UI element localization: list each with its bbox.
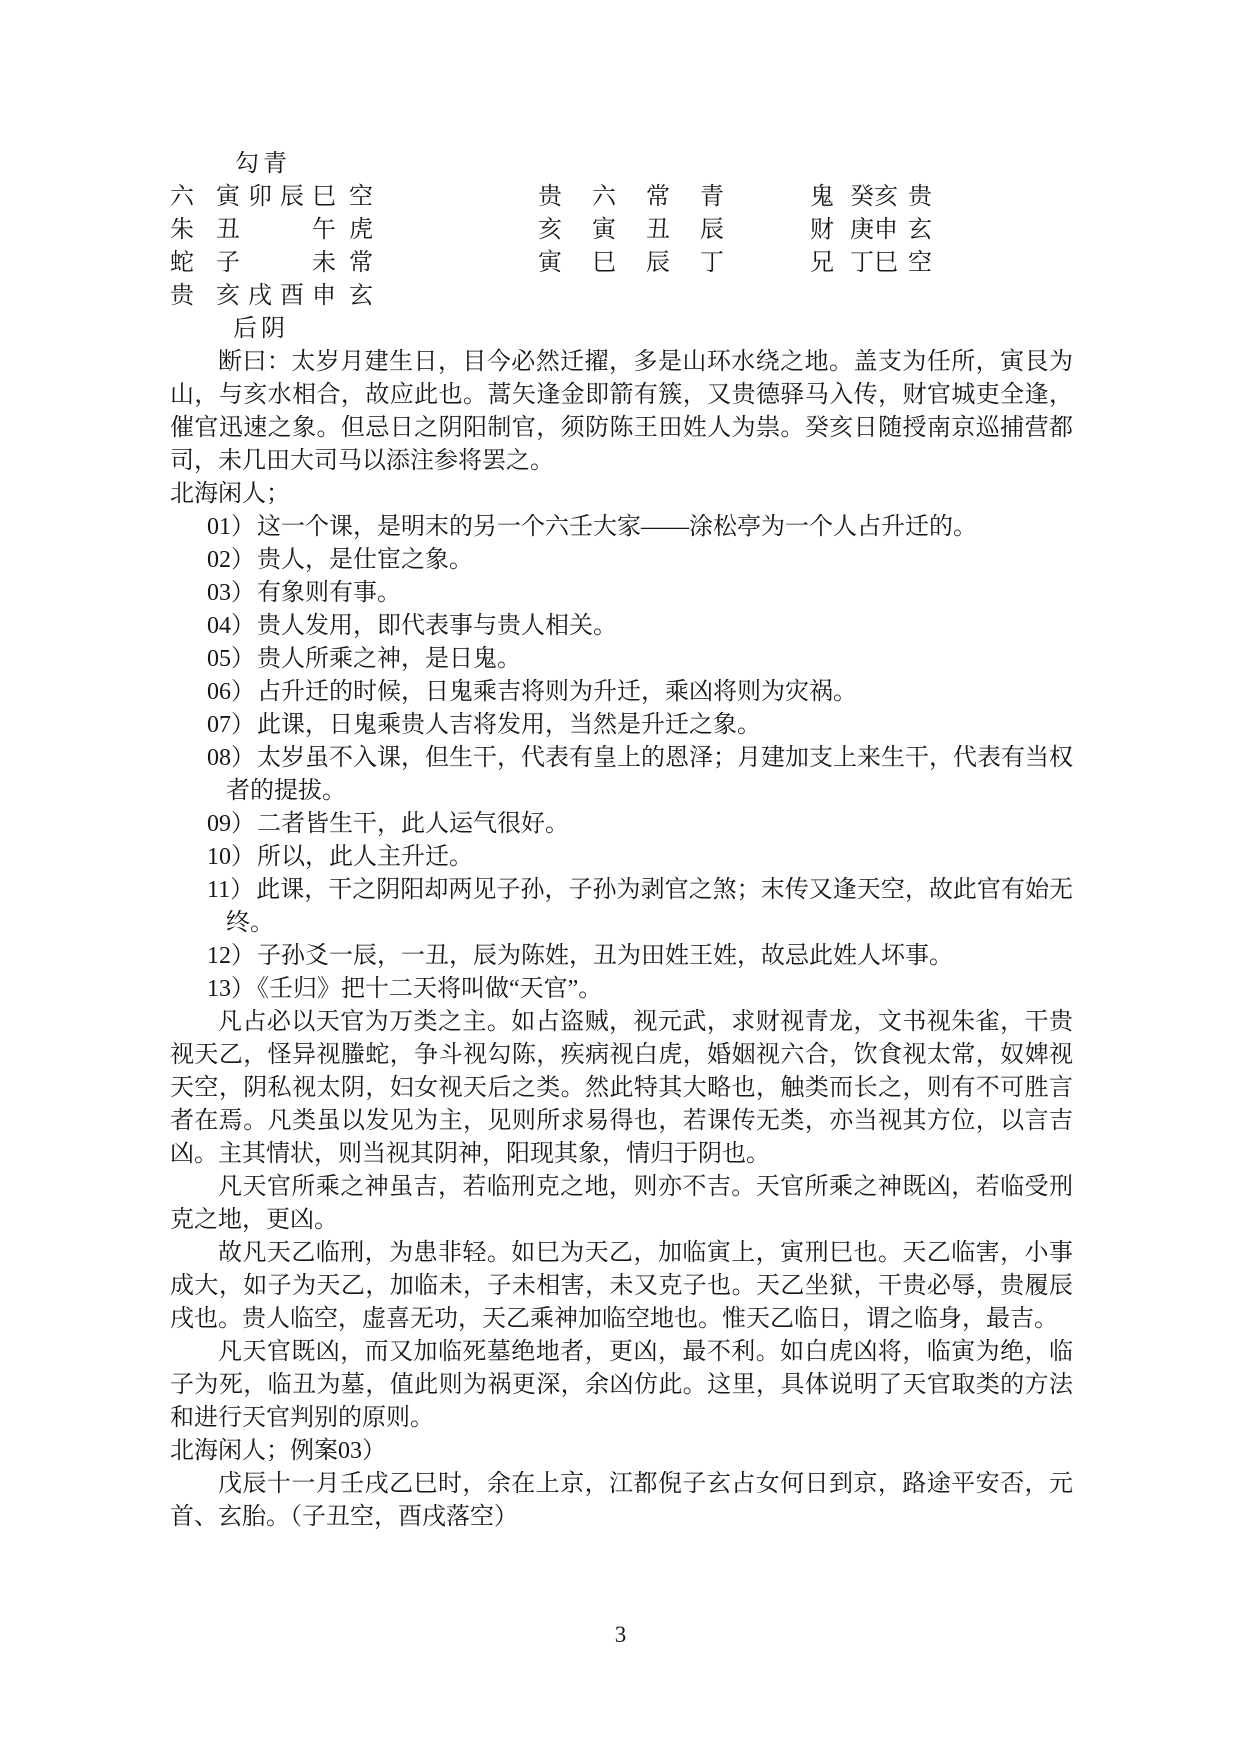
branch-group bbox=[216, 181, 336, 214]
list-number: 11） bbox=[207, 877, 255, 903]
liuqin-cell: 兄 bbox=[810, 250, 834, 276]
course-cell: 青 bbox=[700, 184, 724, 210]
course-row bbox=[538, 247, 754, 280]
ganzhi-cell: 癸亥 bbox=[850, 184, 898, 210]
list-number: 03） bbox=[207, 580, 255, 606]
tianjiang-right-cell: 空 bbox=[349, 184, 373, 210]
list-number: 01） bbox=[207, 514, 255, 540]
ganzhi-cell: 庚申 bbox=[850, 217, 898, 243]
course-cell: 巳 bbox=[592, 250, 616, 276]
plate-footer-label: 后阴 bbox=[233, 316, 289, 342]
paragraph: 故凡天乙临刑，为患非轻。如巳为天乙，加临寅上，寅刑巳也。天乙临害，小事成大，如子为天乙，加临未，子未相害，未又克子也。天乙坐狱，干贵必辱，贵履辰戌也。贵人临空，虚喜无功，天乙乘神加临空地也。惟天乙临日，谓之临身，最吉。 bbox=[170, 1240, 1073, 1332]
list-number: 04） bbox=[207, 613, 255, 639]
course-cell: 辰 bbox=[646, 250, 670, 276]
branch-char: 亥 bbox=[216, 283, 240, 309]
tianjiang-cell: 贵 bbox=[908, 184, 932, 210]
tianjiang-cell: 空 bbox=[908, 250, 932, 276]
page-number: 3 bbox=[614, 1622, 627, 1647]
four-courses-table bbox=[538, 181, 754, 280]
tianjiang-cell: 玄 bbox=[908, 217, 932, 243]
liuren-chart bbox=[170, 148, 1073, 346]
branch-char: 丑 bbox=[216, 217, 240, 243]
course-cell: 丑 bbox=[646, 217, 670, 243]
list-item: 09）二者皆生干，此人运气很好。 bbox=[207, 811, 569, 837]
tianjiang-left-cell: 朱 bbox=[170, 217, 194, 243]
branch-group bbox=[216, 214, 336, 247]
list-item: 04）贵人发用，即代表事与贵人相关。 bbox=[207, 613, 617, 639]
list-number: 08） bbox=[207, 745, 255, 771]
course-cell: 贵 bbox=[538, 184, 562, 210]
tianjiang-right-cell: 玄 bbox=[349, 283, 373, 309]
tianjiang-left-cell: 蛇 bbox=[170, 250, 194, 276]
branch-char: 未 bbox=[312, 250, 336, 276]
paragraph: 北海闲人； bbox=[170, 481, 290, 507]
branch-char: 戌 bbox=[248, 283, 272, 309]
branch-char: 巳 bbox=[312, 184, 336, 210]
list-number: 13） bbox=[207, 976, 255, 1002]
branch-char: 申 bbox=[312, 283, 336, 309]
branch-char: 卯 bbox=[248, 184, 272, 210]
document-body bbox=[170, 346, 1073, 1534]
branch-char: 酉 bbox=[280, 283, 304, 309]
liuqin-cell: 财 bbox=[810, 217, 834, 243]
liuqin-cell: 鬼 bbox=[810, 184, 834, 210]
transmission-row bbox=[810, 181, 932, 214]
paragraph: 凡天官所乘之神虽吉，若临刑克之地，则亦不吉。天官所乘之神既凶，若临受刑克之地，更凶。 bbox=[170, 1174, 1073, 1233]
text-column bbox=[170, 148, 1073, 1534]
list-item: 07）此课，日鬼乘贵人吉将发用，当然是升迁之象。 bbox=[207, 712, 761, 738]
course-row bbox=[538, 214, 754, 247]
tianjiang-left-cell: 六 bbox=[170, 184, 194, 210]
transmission-row bbox=[810, 247, 932, 280]
list-item: 03）有象则有事。 bbox=[207, 580, 401, 606]
course-cell: 亥 bbox=[538, 217, 562, 243]
list-number: 06） bbox=[207, 679, 255, 705]
list-item: 08）太岁虽不入课，但生干，代表有皇上的恩泽；月建加支上来生干，代表有当权者的提拔。 bbox=[207, 745, 1073, 804]
list-item: 06）占升迁的时候，日鬼乘吉将则为升迁，乘凶将则为灾祸。 bbox=[207, 679, 857, 705]
paragraph: 北海闲人；例案03） bbox=[170, 1438, 386, 1464]
branch-char: 寅 bbox=[216, 184, 240, 210]
list-item: 01）这一个课，是明末的另一个六壬大家——涂松亭为一个人占升迁的。 bbox=[207, 514, 977, 540]
list-item: 10）所以，此人主升迁。 bbox=[207, 844, 473, 870]
course-cell: 寅 bbox=[592, 217, 616, 243]
branch-char: 子 bbox=[216, 250, 240, 276]
list-number: 10） bbox=[207, 844, 255, 870]
course-cell: 常 bbox=[646, 184, 670, 210]
list-number: 09） bbox=[207, 811, 255, 837]
list-number: 07） bbox=[207, 712, 255, 738]
paragraph: 凡占必以天官为万类之主。如占盗贼，视元武，求财视青龙，文书视朱雀，干贵视天乙，怪异视螣蛇，争斗视勾陈，疾病视白虎，婚姻视六合，饮食视太常，奴婢视天空，阴私视太阴，妇女视天后之类。然此特其大略也，触类而长之，则有不可胜言者在焉。凡类虽以发见为主，见则所求易得也，若课传无类，亦当视其方位，以言吉凶。主其情状，则当视其阴神，阳现其象，情归于阴也。 bbox=[170, 1009, 1073, 1167]
plate-header-label: 勾青 bbox=[235, 151, 291, 177]
branch-char: 午 bbox=[312, 217, 336, 243]
transmission-row bbox=[810, 214, 932, 247]
list-item: 13）《壬归》把十二天将叫做“天官”。 bbox=[207, 976, 603, 1002]
list-number: 02） bbox=[207, 547, 255, 573]
branch-group bbox=[216, 280, 336, 313]
course-cell: 丁 bbox=[700, 250, 724, 276]
course-cell: 寅 bbox=[538, 250, 562, 276]
list-item: 12）子孙爻一辰，一丑，辰为陈姓，丑为田姓王姓，故忌此姓人坏事。 bbox=[207, 943, 953, 969]
paragraph: 凡天官既凶，而又加临死墓绝地者，更凶，最不利。如白虎凶将，临寅为绝，临子为死，临丑为墓，值此则为祸更深，余凶仿此。这里，具体说明了天官取类的方法和进行天官判别的原则。 bbox=[170, 1339, 1073, 1431]
ganzhi-cell: 丁巳 bbox=[850, 250, 898, 276]
tianjiang-right-cell: 虎 bbox=[349, 217, 373, 243]
list-item: 02）贵人，是仕宦之象。 bbox=[207, 547, 473, 573]
list-item: 05）贵人所乘之神，是日鬼。 bbox=[207, 646, 521, 672]
branch-char: 辰 bbox=[280, 184, 304, 210]
list-number: 12） bbox=[207, 943, 255, 969]
list-number: 05） bbox=[207, 646, 255, 672]
paragraph: 断曰：太岁月建生日，目今必然迁擢，多是山环水绕之地。盖支为任所，寅艮为山，与亥水相合，故应此也。蒿矢逢金即箭有簇，又贵德驿马入传，财官城吏全逢，催官迅速之象。但忌日之阴阳制官，须防陈王田姓人为祟。癸亥日随授南京巡捕营都司，未几田大司马以添注参将罢之。 bbox=[170, 349, 1073, 474]
list-item: 11）此课，干之阴阳却两见子孙，子孙为剥官之煞；末传又逢天空，故此官有始无终。 bbox=[207, 877, 1074, 936]
tianjiang-right-cell: 常 bbox=[349, 250, 373, 276]
plate-header bbox=[170, 148, 1073, 181]
three-transmissions-table bbox=[810, 181, 932, 280]
branch-group bbox=[216, 247, 336, 280]
course-cell: 辰 bbox=[700, 217, 724, 243]
plate-row bbox=[170, 280, 1073, 313]
tianjiang-left-cell: 贵 bbox=[170, 283, 194, 309]
paragraph: 戊辰十一月壬戌乙巳时，余在上京，江都倪子玄占女何日到京，路途平安否，元首、玄胎。（子丑空，酉戌落空） bbox=[170, 1471, 1073, 1530]
course-row bbox=[538, 181, 754, 214]
course-cell: 六 bbox=[592, 184, 616, 210]
plate-footer bbox=[170, 313, 1073, 346]
